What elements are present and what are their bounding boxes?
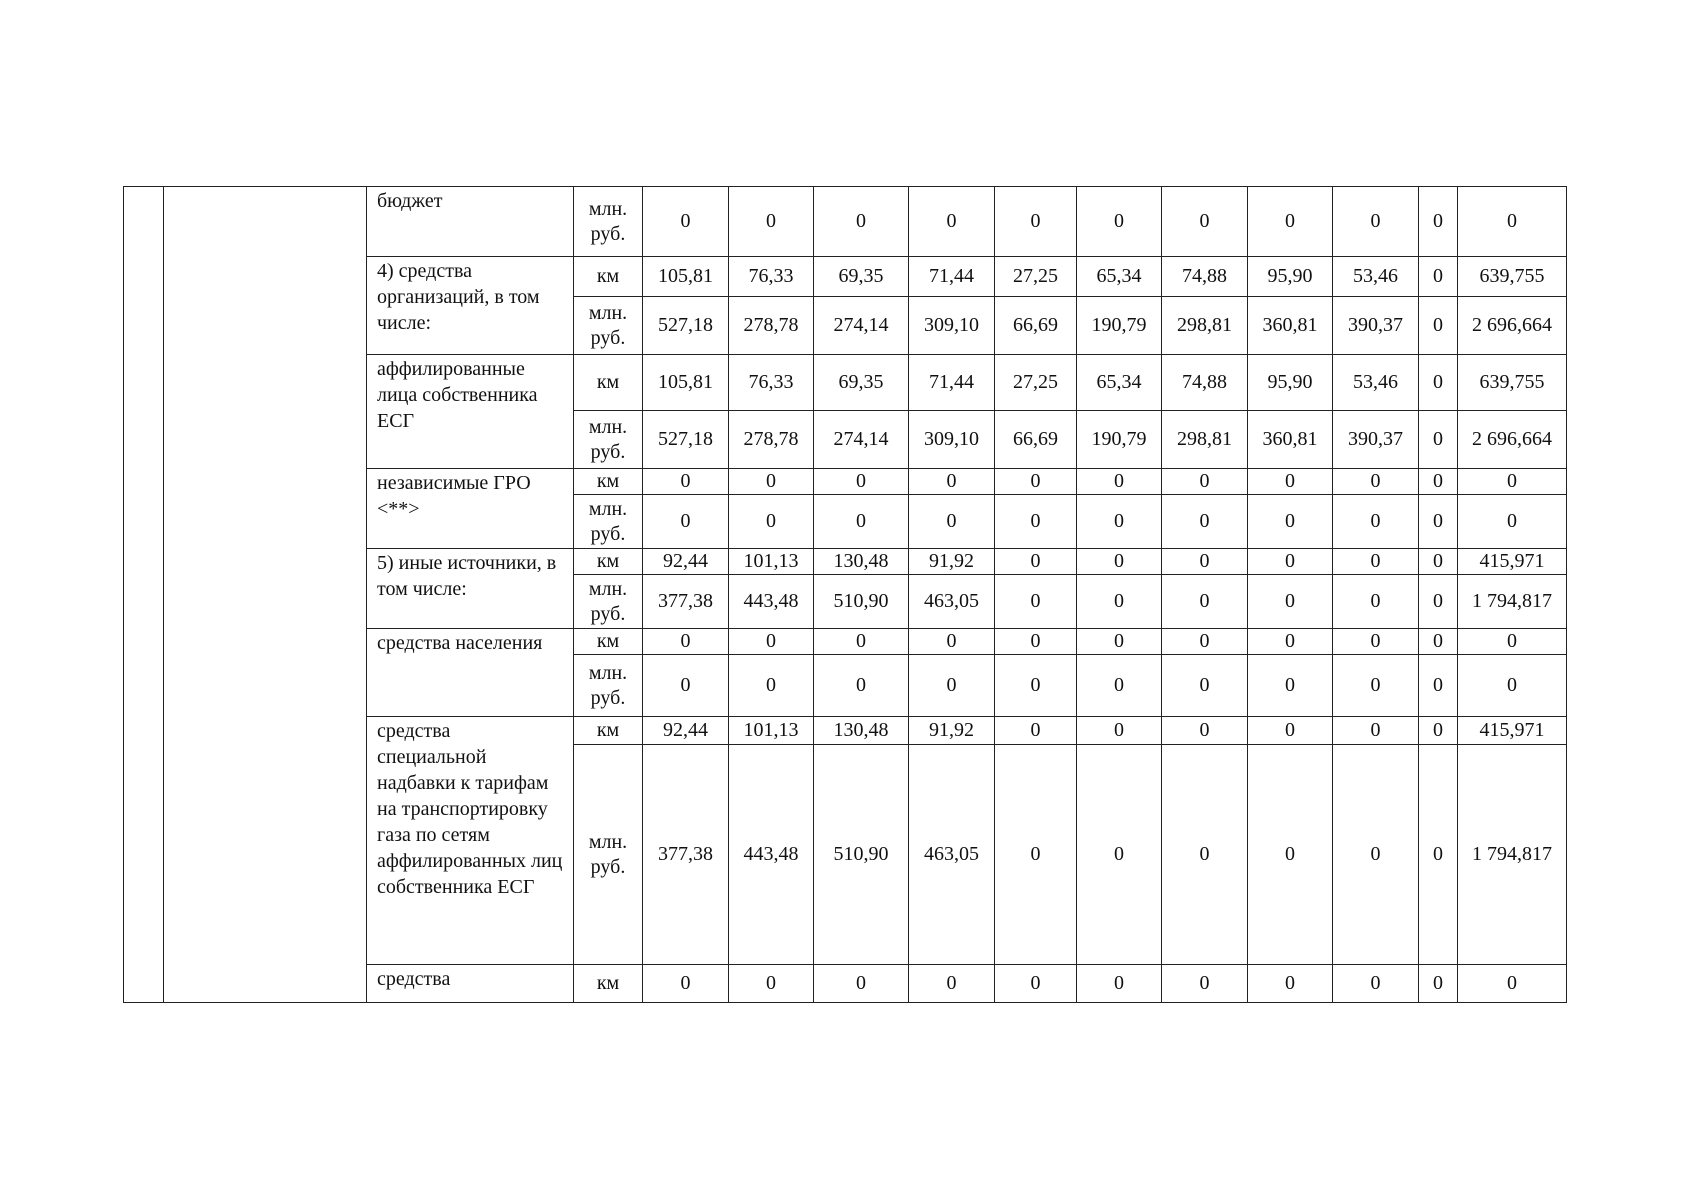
row-label: аффилированные лица собственника ЕСГ <box>367 355 574 469</box>
value-cell: 527,18 <box>643 411 729 469</box>
row-label: бюджет <box>367 187 574 257</box>
value-cell: 0 <box>995 575 1077 629</box>
value-cell: 0 <box>1162 549 1248 575</box>
value-cell: 510,90 <box>814 745 909 965</box>
value-cell: 66,69 <box>995 411 1077 469</box>
value-cell: 53,46 <box>1333 355 1419 411</box>
value-cell: 0 <box>1077 629 1162 655</box>
value-cell: 0 <box>1419 717 1458 745</box>
value-cell: 0 <box>995 965 1077 1003</box>
value-cell: 0 <box>1333 629 1419 655</box>
value-cell: 0 <box>1162 629 1248 655</box>
value-cell: 0 <box>1419 495 1458 549</box>
value-cell: 0 <box>1419 355 1458 411</box>
value-cell: 0 <box>729 965 814 1003</box>
value-cell: 0 <box>1248 495 1333 549</box>
value-cell: 0 <box>1419 297 1458 355</box>
value-cell: 190,79 <box>1077 297 1162 355</box>
value-cell: 76,33 <box>729 257 814 297</box>
value-cell: 527,18 <box>643 297 729 355</box>
value-cell: 0 <box>1419 965 1458 1003</box>
total-value-cell: 415,971 <box>1458 549 1567 575</box>
empty-name-column <box>164 187 367 1003</box>
value-cell: 76,33 <box>729 355 814 411</box>
value-cell: 0 <box>1333 965 1419 1003</box>
value-cell: 0 <box>995 469 1077 495</box>
unit-cell: млн. руб. <box>574 411 643 469</box>
value-cell: 0 <box>1077 495 1162 549</box>
value-cell: 0 <box>1333 469 1419 495</box>
value-cell: 0 <box>1333 187 1419 257</box>
unit-cell: млн. руб. <box>574 655 643 717</box>
value-cell: 105,81 <box>643 355 729 411</box>
value-cell: 27,25 <box>995 355 1077 411</box>
value-cell: 0 <box>909 965 995 1003</box>
value-cell: 0 <box>1419 549 1458 575</box>
unit-cell: млн. руб. <box>574 495 643 549</box>
value-cell: 190,79 <box>1077 411 1162 469</box>
unit-cell: млн. руб. <box>574 297 643 355</box>
value-cell: 0 <box>995 549 1077 575</box>
value-cell: 0 <box>1419 655 1458 717</box>
value-cell: 443,48 <box>729 745 814 965</box>
value-cell: 0 <box>1248 745 1333 965</box>
total-value-cell: 1 794,817 <box>1458 745 1567 965</box>
value-cell: 0 <box>1333 549 1419 575</box>
total-value-cell: 0 <box>1458 495 1567 549</box>
value-cell: 0 <box>1077 469 1162 495</box>
unit-cell: млн. руб. <box>574 187 643 257</box>
value-cell: 0 <box>995 655 1077 717</box>
value-cell: 377,38 <box>643 745 729 965</box>
value-cell: 92,44 <box>643 717 729 745</box>
value-cell: 0 <box>643 187 729 257</box>
value-cell: 0 <box>995 495 1077 549</box>
value-cell: 0 <box>643 965 729 1003</box>
value-cell: 274,14 <box>814 411 909 469</box>
value-cell: 0 <box>1333 495 1419 549</box>
row-label: независимые ГРО <**> <box>367 469 574 549</box>
value-cell: 0 <box>1419 575 1458 629</box>
value-cell: 65,34 <box>1077 355 1162 411</box>
value-cell: 0 <box>729 629 814 655</box>
value-cell: 101,13 <box>729 717 814 745</box>
value-cell: 0 <box>1162 655 1248 717</box>
unit-cell: км <box>574 549 643 575</box>
value-cell: 0 <box>909 469 995 495</box>
unit-cell: км <box>574 629 643 655</box>
value-cell: 0 <box>995 745 1077 965</box>
value-cell: 0 <box>1419 187 1458 257</box>
value-cell: 0 <box>814 629 909 655</box>
value-cell: 130,48 <box>814 717 909 745</box>
value-cell: 0 <box>1419 629 1458 655</box>
unit-cell: млн. руб. <box>574 575 643 629</box>
value-cell: 360,81 <box>1248 297 1333 355</box>
value-cell: 69,35 <box>814 257 909 297</box>
value-cell: 0 <box>814 187 909 257</box>
row-label: средства <box>367 965 574 1003</box>
value-cell: 390,37 <box>1333 297 1419 355</box>
value-cell: 0 <box>1077 655 1162 717</box>
value-cell: 105,81 <box>643 257 729 297</box>
value-cell: 71,44 <box>909 257 995 297</box>
row-label: 4) средства организаций, в том числе: <box>367 257 574 355</box>
funding-table <box>123 186 1567 1003</box>
value-cell: 298,81 <box>1162 297 1248 355</box>
value-cell: 0 <box>1077 187 1162 257</box>
value-cell: 65,34 <box>1077 257 1162 297</box>
value-cell: 377,38 <box>643 575 729 629</box>
value-cell: 0 <box>1162 717 1248 745</box>
value-cell: 0 <box>1077 717 1162 745</box>
total-value-cell: 1 794,817 <box>1458 575 1567 629</box>
unit-cell: км <box>574 965 643 1003</box>
value-cell: 0 <box>814 495 909 549</box>
value-cell: 0 <box>909 655 995 717</box>
value-cell: 74,88 <box>1162 355 1248 411</box>
value-cell: 91,92 <box>909 717 995 745</box>
value-cell: 0 <box>1248 717 1333 745</box>
value-cell: 0 <box>1248 575 1333 629</box>
value-cell: 0 <box>729 187 814 257</box>
value-cell: 0 <box>909 187 995 257</box>
value-cell: 0 <box>1419 411 1458 469</box>
unit-cell: км <box>574 717 643 745</box>
value-cell: 0 <box>814 965 909 1003</box>
value-cell: 0 <box>1333 745 1419 965</box>
value-cell: 0 <box>995 187 1077 257</box>
value-cell: 71,44 <box>909 355 995 411</box>
value-cell: 0 <box>1077 549 1162 575</box>
empty-number-column <box>124 187 164 1003</box>
value-cell: 0 <box>1419 745 1458 965</box>
value-cell: 309,10 <box>909 297 995 355</box>
value-cell: 0 <box>1162 495 1248 549</box>
value-cell: 0 <box>1077 745 1162 965</box>
row-label: средства населения <box>367 629 574 717</box>
value-cell: 66,69 <box>995 297 1077 355</box>
value-cell: 298,81 <box>1162 411 1248 469</box>
value-cell: 0 <box>1333 717 1419 745</box>
value-cell: 443,48 <box>729 575 814 629</box>
value-cell: 0 <box>1162 575 1248 629</box>
value-cell: 0 <box>729 655 814 717</box>
value-cell: 0 <box>1162 187 1248 257</box>
value-cell: 0 <box>1077 965 1162 1003</box>
value-cell: 0 <box>995 629 1077 655</box>
value-cell: 92,44 <box>643 549 729 575</box>
value-cell: 278,78 <box>729 411 814 469</box>
value-cell: 0 <box>643 655 729 717</box>
value-cell: 0 <box>1162 745 1248 965</box>
value-cell: 0 <box>1248 187 1333 257</box>
total-value-cell: 0 <box>1458 187 1567 257</box>
unit-cell: км <box>574 469 643 495</box>
value-cell: 0 <box>1419 469 1458 495</box>
value-cell: 91,92 <box>909 549 995 575</box>
row-label: средства специальной надбавки к тарифам на транспортировку газа по сетям аффилированных лиц собственника ЕСГ <box>367 717 574 965</box>
value-cell: 0 <box>995 717 1077 745</box>
total-value-cell: 0 <box>1458 655 1567 717</box>
value-cell: 360,81 <box>1248 411 1333 469</box>
value-cell: 95,90 <box>1248 355 1333 411</box>
unit-cell: км <box>574 355 643 411</box>
value-cell: 0 <box>1162 469 1248 495</box>
total-value-cell: 2 696,664 <box>1458 297 1567 355</box>
value-cell: 0 <box>909 629 995 655</box>
total-value-cell: 415,971 <box>1458 717 1567 745</box>
value-cell: 0 <box>1333 655 1419 717</box>
total-value-cell: 2 696,664 <box>1458 411 1567 469</box>
value-cell: 95,90 <box>1248 257 1333 297</box>
total-value-cell: 639,755 <box>1458 355 1567 411</box>
value-cell: 0 <box>1248 965 1333 1003</box>
row-label: 5) иные источники, в том числе: <box>367 549 574 629</box>
value-cell: 53,46 <box>1333 257 1419 297</box>
value-cell: 0 <box>729 469 814 495</box>
total-value-cell: 0 <box>1458 965 1567 1003</box>
value-cell: 74,88 <box>1162 257 1248 297</box>
value-cell: 278,78 <box>729 297 814 355</box>
value-cell: 0 <box>1248 549 1333 575</box>
value-cell: 0 <box>1077 575 1162 629</box>
value-cell: 0 <box>814 655 909 717</box>
value-cell: 274,14 <box>814 297 909 355</box>
value-cell: 0 <box>1419 257 1458 297</box>
total-value-cell: 639,755 <box>1458 257 1567 297</box>
value-cell: 0 <box>729 495 814 549</box>
value-cell: 463,05 <box>909 575 995 629</box>
value-cell: 390,37 <box>1333 411 1419 469</box>
unit-cell: млн. руб. <box>574 745 643 965</box>
value-cell: 0 <box>814 469 909 495</box>
value-cell: 0 <box>1248 469 1333 495</box>
value-cell: 27,25 <box>995 257 1077 297</box>
unit-cell: км <box>574 257 643 297</box>
value-cell: 510,90 <box>814 575 909 629</box>
value-cell: 463,05 <box>909 745 995 965</box>
value-cell: 0 <box>643 469 729 495</box>
value-cell: 0 <box>1162 965 1248 1003</box>
total-value-cell: 0 <box>1458 469 1567 495</box>
value-cell: 309,10 <box>909 411 995 469</box>
value-cell: 0 <box>643 495 729 549</box>
value-cell: 101,13 <box>729 549 814 575</box>
table-row <box>124 187 1567 257</box>
value-cell: 0 <box>1333 575 1419 629</box>
value-cell: 69,35 <box>814 355 909 411</box>
value-cell: 0 <box>909 495 995 549</box>
total-value-cell: 0 <box>1458 629 1567 655</box>
value-cell: 0 <box>643 629 729 655</box>
value-cell: 0 <box>1248 655 1333 717</box>
value-cell: 130,48 <box>814 549 909 575</box>
value-cell: 0 <box>1248 629 1333 655</box>
